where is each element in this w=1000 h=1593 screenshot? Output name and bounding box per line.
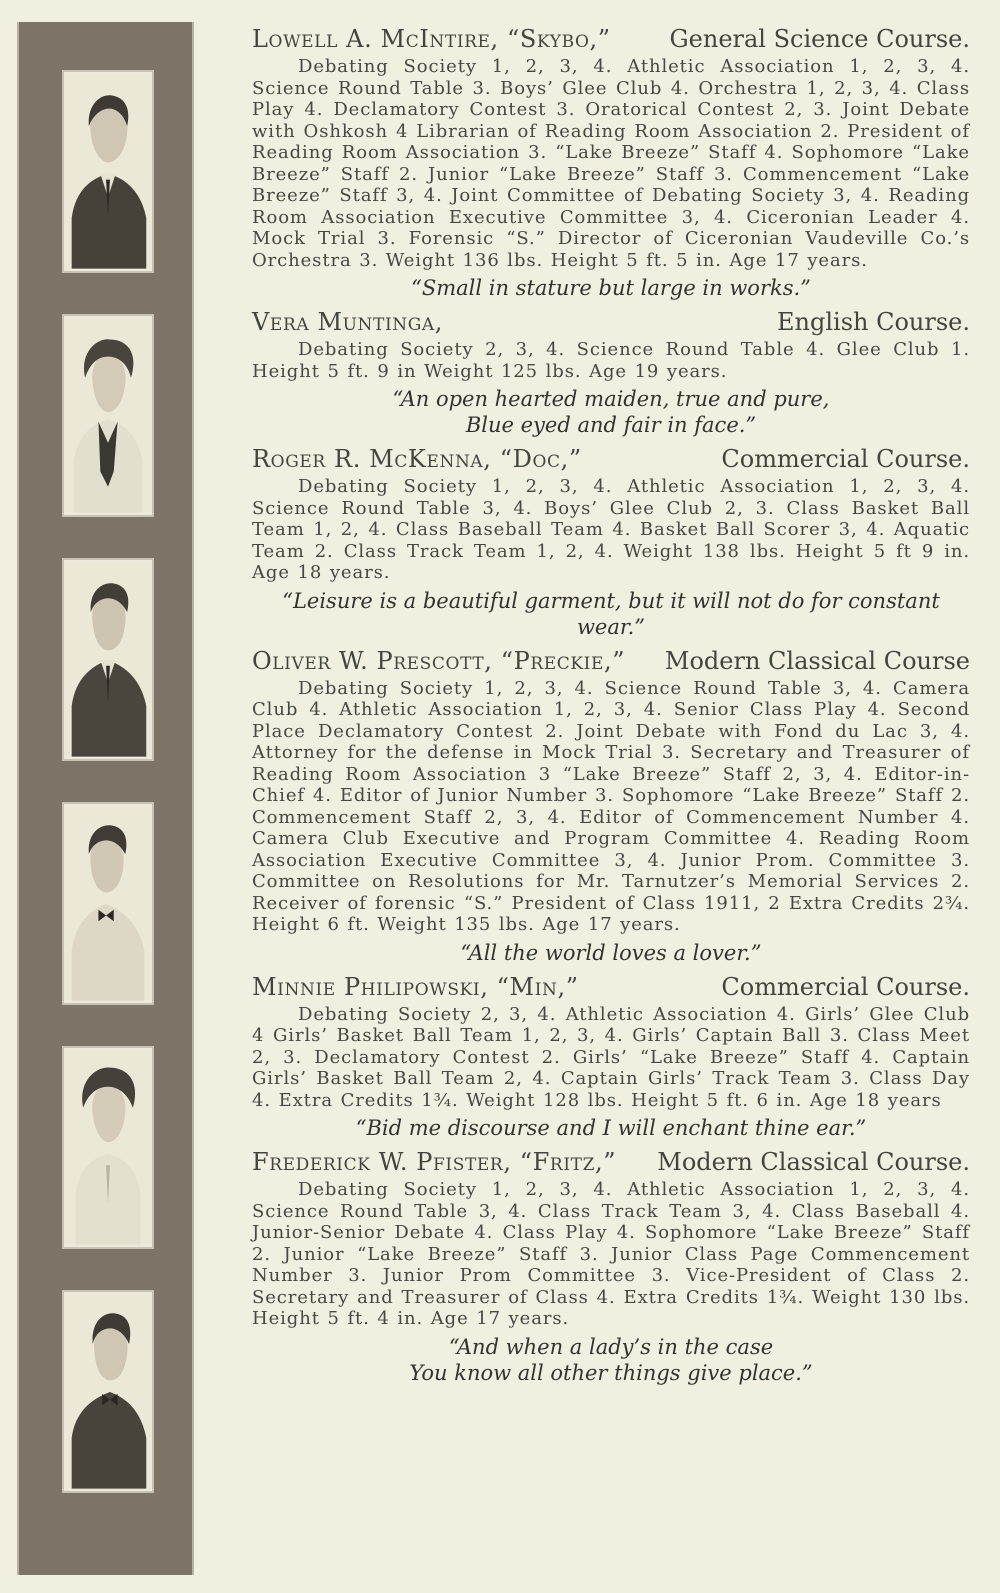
course-name: Modern Classical Course — [664, 646, 970, 675]
quote-line: “Bid me discourse and I will enchant thine ear.” — [355, 1116, 867, 1140]
student-name: Roger R. McKenna, “Doc,” — [252, 445, 582, 473]
portrait-minnie-philipowski — [62, 1046, 154, 1249]
student-name: Vera Muntinga, — [252, 308, 444, 336]
activities-content: Debating Society 1, 2, 3, 4. Athletic Association 1, 2, 3, 4. Science Round Table 3. Boys’ Glee Club 4. Orchestra 1, 2, 3, 4. Class Play 4. Declamatory Contest 3. Oratorical Contest 2, 3. Joint Debate with Oshkosh 4 Librarian of Reading Room Association 2. President of Reading Room Association 3. “Lake Breeze” Staff 4. Sophomore “Lake Breeze” Staff 2. Junior “Lake Breeze” Staff 3. Commencement “Lake Breeze” Staff 3, 4. Joint Committee of Debating Society 3, 4. Reading Room Association Executive Committee 3, 4. Ciceronian Leader 4. Mock Trial 3. Forensic “S.” Director of Ciceronian Vaudeville Co.’s Orchestra 3. Weight 136 lbs. Height 5 ft. 5 in. Age 17 years. — [252, 56, 970, 271]
entry-roger-mckenna — [252, 442, 970, 640]
portrait-roger-mckenna — [62, 558, 154, 761]
class-quote — [252, 386, 970, 438]
entry-oliver-prescott — [252, 644, 970, 966]
quote-line: “An open hearted maiden, true and pure, — [392, 387, 830, 411]
activities-text — [252, 339, 970, 382]
course-name: Modern Classical Course. — [657, 1148, 970, 1176]
activities-text — [252, 476, 970, 584]
activities-content: Debating Society 1, 2, 3, 4. Science Round Table 3, 4. Camera Club 4. Athletic Association 1, 2, 3, 4. Senior Class Play 4. Second Place Declamatory Contest 2. Joint Debate with Fond du Lac 3, 4. Attorney for the defense in Mock Trial 3. Secretary and Treasurer of Reading Room Association 3 “Lake Breeze” Staff 2, 3, 4. Editor-in-Chief 4. Editor of Junior Number 3. Sophomore “Lake Breeze” Staff 2. Commencement Staff 2, 3, 4. Editor of Commencement Number 4. Camera Club Executive and Program Committee 4. Reading Room Association Executive Committee 3, 4. Junior Prom. Committee 3. Committee on Resolutions for Mr. Tarnutzer’s Memorial Services 2. Receiver of forensic “S.” President of Class 1911, 2 Extra Credits 2¾. Height 6 ft. Weight 135 lbs. Age 17 years. — [252, 677, 970, 935]
activities-content: Debating Society 1, 2, 3, 4. Athletic Association 1, 2, 3, 4. Science Round Table 3, 4. Class Track Team 3, 4. Class Baseball 4. Junior-Senior Debate 4. Class Play 4. Sophomore “Lake Breeze” Staff 2. Junior “Lake Breeze” Staff 3. Junior Class Page Commencement Number 3. Junior Prom Committee 3. Vice-President of Class 2. Secretary and Treasurer of Class 4. Extra Credits 1¾. Weight 130 lbs. Height 5 ft. 4 in. Age 17 years. — [252, 1179, 970, 1329]
entry-header — [252, 442, 970, 476]
course-name: English Course. — [777, 308, 970, 336]
student-name: Lowell A. McIntire, “Skybo,” — [252, 25, 611, 53]
entries-column — [252, 22, 970, 1390]
portrait-oliver-prescott — [62, 802, 154, 1005]
quote-line: “And when a lady’s in the case — [448, 1334, 774, 1359]
entry-header — [252, 22, 970, 56]
student-name: Minnie Philipowski, “Min,” — [252, 972, 579, 1001]
course-name: General Science Course. — [669, 25, 970, 53]
course-name: Commercial Course. — [721, 972, 970, 1001]
entry-header — [252, 644, 970, 678]
activities-text — [252, 1004, 970, 1112]
course-name: Commercial Course. — [721, 445, 970, 473]
student-name: Frederick W. Pfister, “Fritz,” — [252, 1148, 617, 1176]
quote-line: Blue eyed and fair in face.” — [465, 413, 757, 437]
entry-minnie-philipowski — [252, 970, 970, 1142]
entry-header — [252, 970, 970, 1004]
portrait-frederick-pfister — [62, 1290, 154, 1493]
class-quote — [252, 275, 970, 301]
quote-line: wear.” — [576, 614, 646, 639]
activities-content: Debating Society 2, 3, 4. Athletic Association 4. Girls’ Glee Club 4 Girls’ Basket Ball Team 1, 2, 3, 4. Girls’ Captain Ball 3. Class Meet 2, 3. Declamatory Contest 2. Girls’ “Lake Breeze” Staff 4. Captain Girls’ Basket Ball Team 2, 4. Captain Girls’ Track Team 3. Class Day 4. Extra Credits 1¾. Weight 128 lbs. Height 5 ft. 6 in. Age 18 years — [252, 1003, 970, 1111]
class-quote — [252, 1334, 970, 1386]
activities-text — [252, 56, 970, 271]
quote-line: “Small in stature but large in works.” — [411, 276, 811, 300]
activities-content: Debating Society 2, 3, 4. Science Round Table 4. Glee Club 1. Height 5 ft. 9 in Weight 125 lbs. Age 19 years. — [252, 339, 970, 382]
class-quote — [252, 588, 970, 640]
portrait-vera-muntinga — [62, 314, 154, 517]
entry-header — [252, 305, 970, 339]
class-quote — [252, 940, 970, 966]
activities-content: Debating Society 1, 2, 3, 4. Athletic Association 1, 2, 3, 4. Science Round Table 3, 4. Boys’ Glee Club 2, 3. Class Basket Ball Team 1, 2, 4. Class Baseball Team 4. Basket Ball Scorer 3, 4. Aquatic Team 2. Class Track Team 1, 2, 4. Weight 138 lbs. Height 5 ft 9 in. Age 18 years. — [252, 476, 970, 583]
portrait-lowell-mcintire — [62, 70, 154, 273]
quote-line: “All the world loves a lover.” — [460, 940, 762, 965]
activities-text — [252, 678, 970, 936]
entry-frederick-pfister — [252, 1145, 970, 1386]
class-quote — [252, 1115, 970, 1141]
entry-vera-muntinga — [252, 305, 970, 438]
quote-line: “Leisure is a beautiful garment, but it will not do for constant — [282, 588, 940, 613]
student-name: Oliver W. Prescott, “Preckie,” — [252, 646, 626, 675]
activities-text — [252, 1179, 970, 1330]
entry-header — [252, 1145, 970, 1179]
quote-line: You know all other things give place.” — [409, 1360, 813, 1385]
portrait-strip — [17, 22, 194, 1575]
entry-lowell-mcintire — [252, 22, 970, 301]
